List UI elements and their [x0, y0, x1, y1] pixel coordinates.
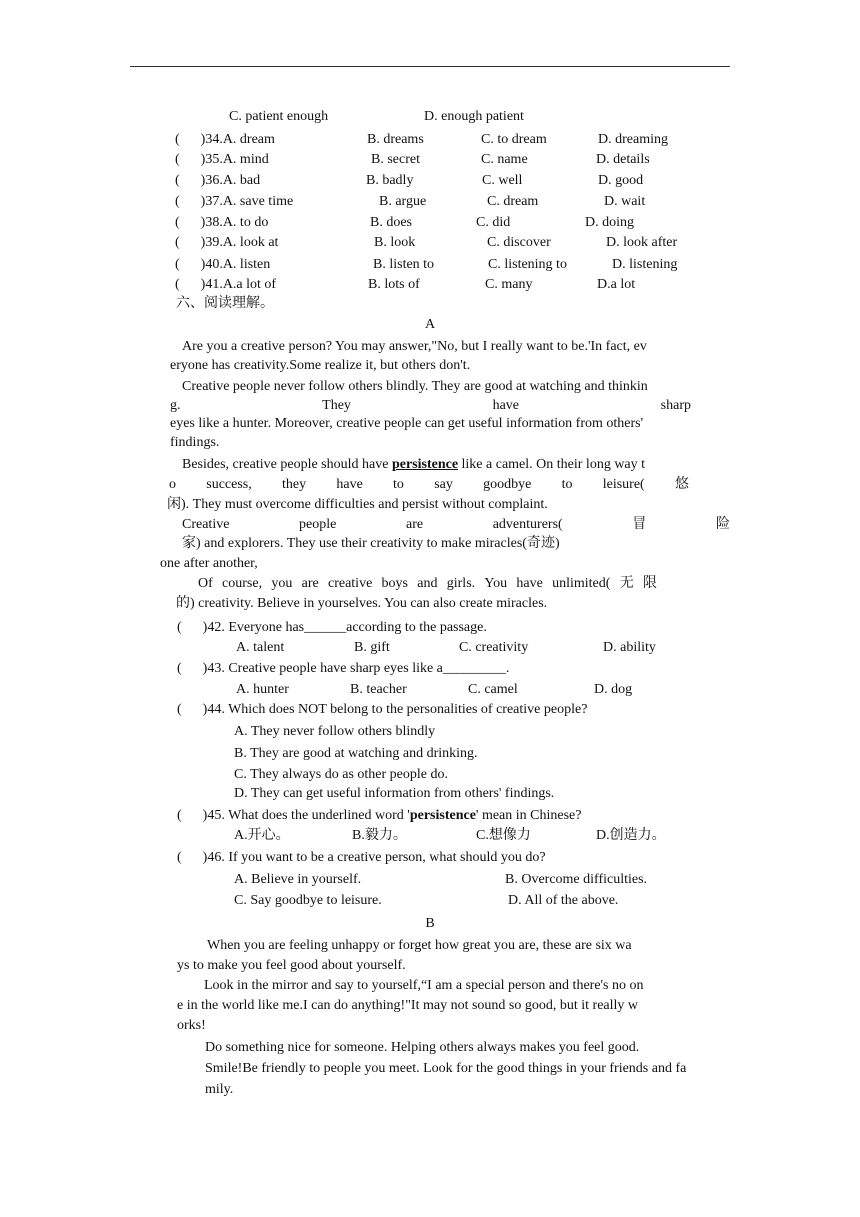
option-b: B. argue [379, 194, 427, 209]
q44-option-d: D. They can get useful information from others' findings. [234, 786, 555, 801]
option-d: D. look after [606, 235, 678, 250]
q44-option-a: A. They never follow others blindly [234, 724, 436, 739]
section-heading: 六、阅读理解。 [176, 296, 274, 311]
word: and [417, 576, 438, 591]
word: They [322, 398, 351, 413]
word: say [434, 477, 453, 492]
question-stem: ( )36.A. bad [175, 173, 261, 188]
word: have [492, 398, 520, 413]
option-c: C. many [485, 277, 533, 292]
word: are [301, 576, 319, 591]
option-b: B. does [370, 215, 412, 230]
option-c: C. well [482, 173, 523, 188]
text: like a camel. On their long way t [458, 457, 646, 472]
option-c: C. did [476, 215, 511, 230]
word: girls. [446, 576, 476, 591]
option-d: D. wait [604, 194, 646, 209]
word: course, [222, 576, 263, 591]
passage-a-justified-line [198, 575, 657, 593]
q42-option-c: C. creativity [459, 640, 529, 655]
option-b: B. listen to [373, 257, 435, 272]
passage-b-label: B [425, 916, 435, 931]
question-45-stem [177, 807, 581, 825]
passage-a-line: findings. [170, 435, 220, 450]
word: you [271, 576, 293, 591]
word: sharp [660, 398, 691, 413]
passage-b-line: Look in the mirror and say to yourself,“I am a special person and there's no on [204, 978, 644, 993]
word: adventurers( [492, 517, 563, 532]
passage-a-line: 的) creativity. Believe in yourselves. You can also create miracles. [176, 596, 548, 611]
passage-b-line: Smile!Be friendly to people you meet. Look for the good things in your friends and fa [205, 1061, 687, 1076]
word: 无 [619, 576, 634, 591]
passage-b-line: orks! [177, 1018, 206, 1033]
text: Besides, creative people should have [182, 457, 392, 472]
option-c: C. discover [487, 235, 551, 250]
q43-option-a: A. hunter [236, 682, 289, 697]
passage-a-line: 闲). They must overcome difficulties and persist without complaint. [167, 497, 548, 512]
q45-option-d: D.创造力。 [596, 828, 666, 843]
question-stem: ( )37.A. save time [175, 194, 294, 209]
passage-b-line: ys to make you feel good about yourself. [177, 958, 406, 973]
option-b: B. look [374, 235, 416, 250]
passage-a-line [182, 456, 645, 474]
option-b: B. lots of [368, 277, 420, 292]
passage-b-line: When you are feeling unhappy or forget how great you are, these are six wa [207, 938, 632, 953]
word: goodbye [483, 477, 532, 492]
word: to [393, 477, 404, 492]
q43-option-b: B. teacher [350, 682, 407, 697]
q46-option-a: A. Believe in yourself. [234, 872, 362, 887]
question-stem: ( )34.A. dream [175, 132, 275, 147]
word: to [561, 477, 573, 492]
question-44-stem: ( )44. Which does NOT belong to the personalities of creative people? [177, 702, 588, 717]
q43-option-c: C. camel [468, 682, 518, 697]
passage-b-line: e in the world like me.I can do anything!"It may not sound so good, but it really w [177, 998, 639, 1013]
passage-b-line: mily. [205, 1082, 234, 1097]
passage-a-justified-line [182, 516, 730, 534]
passage-a-line: Are you a creative person? You may answer,"No, but I really want to be.'In fact, ev [182, 339, 647, 354]
word: boys [381, 576, 408, 591]
word: 险 [715, 517, 730, 532]
q45-option-a: A.开心。 [234, 828, 290, 843]
q45-option-c: C.想像力 [476, 828, 531, 843]
word: are [406, 517, 424, 532]
question-stem: ( )35.A. mind [175, 152, 269, 167]
q43-option-d: D. dog [594, 682, 633, 697]
q45-option-b: B.毅力。 [352, 828, 407, 843]
passage-a-line: one after another, [160, 556, 258, 571]
word: leisure( [602, 477, 645, 492]
word: You [484, 576, 508, 591]
word: creative [327, 576, 373, 591]
passage-a-line: eryone has creativity.Some realize it, but others don't. [170, 358, 471, 373]
word: g. [170, 398, 181, 413]
passage-a-justified-line [170, 397, 691, 415]
q42-option-a: A. talent [236, 640, 285, 655]
question-42-stem: ( )42. Everyone has______according to the passage. [177, 620, 487, 635]
option-c: C. to dream [481, 132, 547, 147]
word: Of [198, 576, 213, 591]
word: people [299, 517, 337, 532]
q42-option-d: D. ability [603, 640, 656, 655]
question-stem: ( )41.A.a lot of [175, 277, 277, 292]
question-43-stem: ( )43. Creative people have sharp eyes like a_________. [177, 661, 510, 676]
word: have [336, 477, 363, 492]
word: o [169, 477, 176, 492]
word: they [282, 477, 307, 492]
word: 悠 [674, 477, 689, 492]
question-stem: ( )39.A. look at [175, 235, 279, 250]
word: 冒 [632, 517, 647, 532]
option-b: B. badly [366, 173, 414, 188]
q42-option-b: B. gift [354, 640, 390, 655]
passage-a-line: Creative people never follow others blindly. They are good at watching and thinkin [182, 379, 648, 394]
option-d: D. dreaming [598, 132, 668, 147]
question-46-stem: ( )46. If you want to be a creative person, what should you do? [177, 850, 546, 865]
q44-option-b: B. They are good at watching and drinking. [234, 746, 478, 761]
option-d: D. doing [585, 215, 634, 230]
passage-b-line: Do something nice for someone. Helping others always makes you feel good. [205, 1040, 640, 1055]
underlined-word: persistence [391, 457, 459, 472]
option-d: D. details [596, 152, 650, 167]
option-c: C. listening to [488, 257, 567, 272]
passage-a-label: A [424, 317, 436, 332]
option-c: C. dream [487, 194, 539, 209]
word: have [516, 576, 543, 591]
passage-a-line: eyes like a hunter. Moreover, creative people can get useful information from others' [170, 416, 644, 431]
q44-option-c: C. They always do as other people do. [234, 767, 448, 782]
q33-option-c: C. patient enough [229, 109, 329, 124]
passage-a-line: 家) and explorers. They use their creativity to make miracles(奇迹) [182, 536, 560, 551]
bold-word: persistence [409, 808, 476, 823]
passage-a-justified-line [169, 476, 689, 494]
word: unlimited( [552, 576, 611, 591]
option-d: D.a lot [597, 277, 636, 292]
question-stem: ( )38.A. to do [175, 215, 269, 230]
text: ' mean in Chinese? [475, 808, 582, 823]
q46-option-d: D. All of the above. [508, 893, 619, 908]
top-rule [130, 66, 730, 67]
word: success, [206, 477, 252, 492]
word: 限 [642, 576, 657, 591]
option-d: D. listening [612, 257, 678, 272]
q46-option-b: B. Overcome difficulties. [505, 872, 648, 887]
word: Creative [182, 517, 230, 532]
option-c: C. name [481, 152, 528, 167]
option-b: B. dreams [367, 132, 424, 147]
option-b: B. secret [371, 152, 420, 167]
text: ( )45. What does the underlined word ' [177, 808, 410, 823]
option-d: D. good [598, 173, 644, 188]
q33-option-d: D. enough patient [424, 109, 524, 124]
q46-option-c: C. Say goodbye to leisure. [234, 893, 382, 908]
question-stem: ( )40.A. listen [175, 257, 271, 272]
